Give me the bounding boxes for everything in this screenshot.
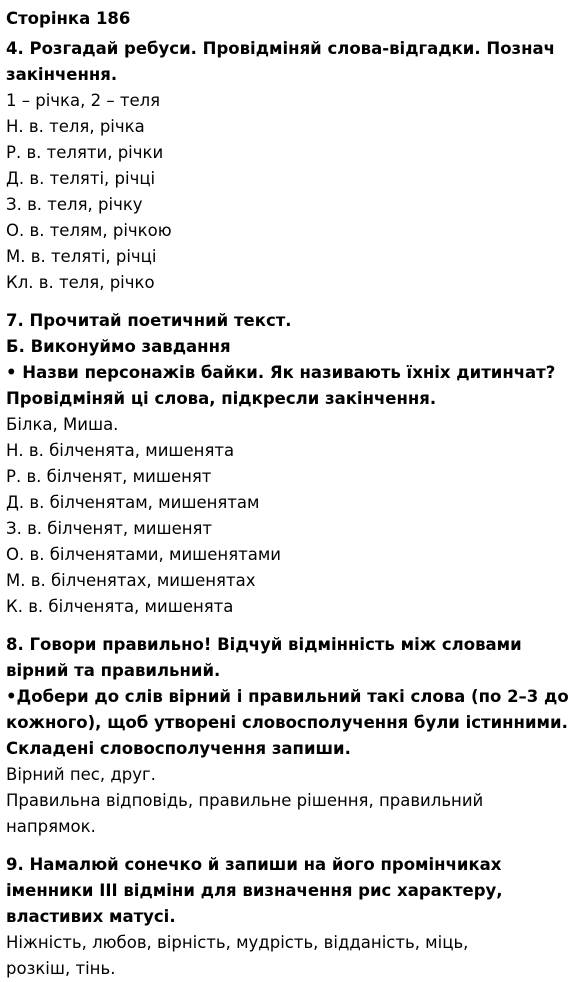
exercise-7-heading-4: Провідміняй ці слова, підкресли закінчення. bbox=[6, 389, 437, 408]
answer-line: З. в. білченят, мишенят bbox=[6, 519, 213, 538]
exercise-4 bbox=[6, 36, 555, 296]
exercise-7 bbox=[6, 308, 556, 620]
answer-line: Д. в. білченятам, мишенятам bbox=[6, 493, 260, 512]
answer-line: напрямок. bbox=[6, 817, 96, 836]
answer-line: О. в. телям, річкою bbox=[6, 221, 172, 240]
exercise-9-heading-1: 9. Намалюй сонечко й запиши на його промінчиках bbox=[6, 855, 502, 874]
answer-line: розкіш, тінь. bbox=[6, 959, 116, 978]
answer-line: Правильна відповідь, правильне рішення, правильний bbox=[6, 791, 484, 810]
exercise-8 bbox=[6, 632, 569, 840]
exercise-9 bbox=[6, 852, 503, 982]
answer-line: М. в. теляті, річці bbox=[6, 247, 157, 266]
answer-line: Д. в. теляті, річці bbox=[6, 169, 156, 188]
exercise-8-heading-3: •Добери до слів вірний і правильний такі слова (по 2–3 до bbox=[6, 687, 569, 706]
exercise-8-heading-4: кожного), щоб утворені словосполучення були істинними. bbox=[6, 713, 568, 732]
answer-line: Н. в. теля, річка bbox=[6, 117, 145, 136]
page-title: Сторінка 186 bbox=[6, 9, 131, 28]
exercise-7-heading-2: Б. Виконуймо завдання bbox=[6, 337, 231, 356]
exercise-8-heading-1: 8. Говори правильно! Відчуй відмінність між словами bbox=[6, 635, 522, 654]
exercise-7-heading-3: • Назви персонажів байки. Як називають їхніх дитинчат? bbox=[6, 363, 556, 382]
exercise-8-heading-2: вірний та правильний. bbox=[6, 661, 221, 680]
answer-line: Р. в. теляти, річки bbox=[6, 143, 164, 162]
answer-line: Н. в. білченята, мишенята bbox=[6, 441, 235, 460]
answer-line: К. в. білченята, мишенята bbox=[6, 597, 234, 616]
exercise-4-heading-1: 4. Розгадай ребуси. Провідміняй слова-відгадки. Познач bbox=[6, 39, 555, 58]
exercise-9-heading-2: іменники III відміни для визначення рис характеру, bbox=[6, 881, 503, 900]
answer-line: Вірний пес, друг. bbox=[6, 765, 156, 784]
answer-line: 1 – річка, 2 – теля bbox=[6, 91, 161, 110]
answer-line: Кл. в. теля, річко bbox=[6, 273, 155, 292]
answer-line: З. в. теля, річку bbox=[6, 195, 143, 214]
exercise-9-heading-3: властивих матусі. bbox=[6, 907, 176, 926]
answer-line: Р. в. білченят, мишенят bbox=[6, 467, 212, 486]
exercise-4-heading-2: закінчення. bbox=[6, 65, 118, 84]
exercise-8-heading-5: Складені словосполучення запиши. bbox=[6, 739, 351, 758]
answer-line: М. в. білченятах, мишенятах bbox=[6, 571, 256, 590]
exercise-7-heading-1: 7. Прочитай поетичний текст. bbox=[6, 311, 292, 330]
answer-line: Ніжність, любов, вірність, мудрість, відданість, міць, bbox=[6, 933, 469, 952]
answer-line: Білка, Миша. bbox=[6, 415, 119, 434]
answer-line: О. в. білченятами, мишенятами bbox=[6, 545, 282, 564]
